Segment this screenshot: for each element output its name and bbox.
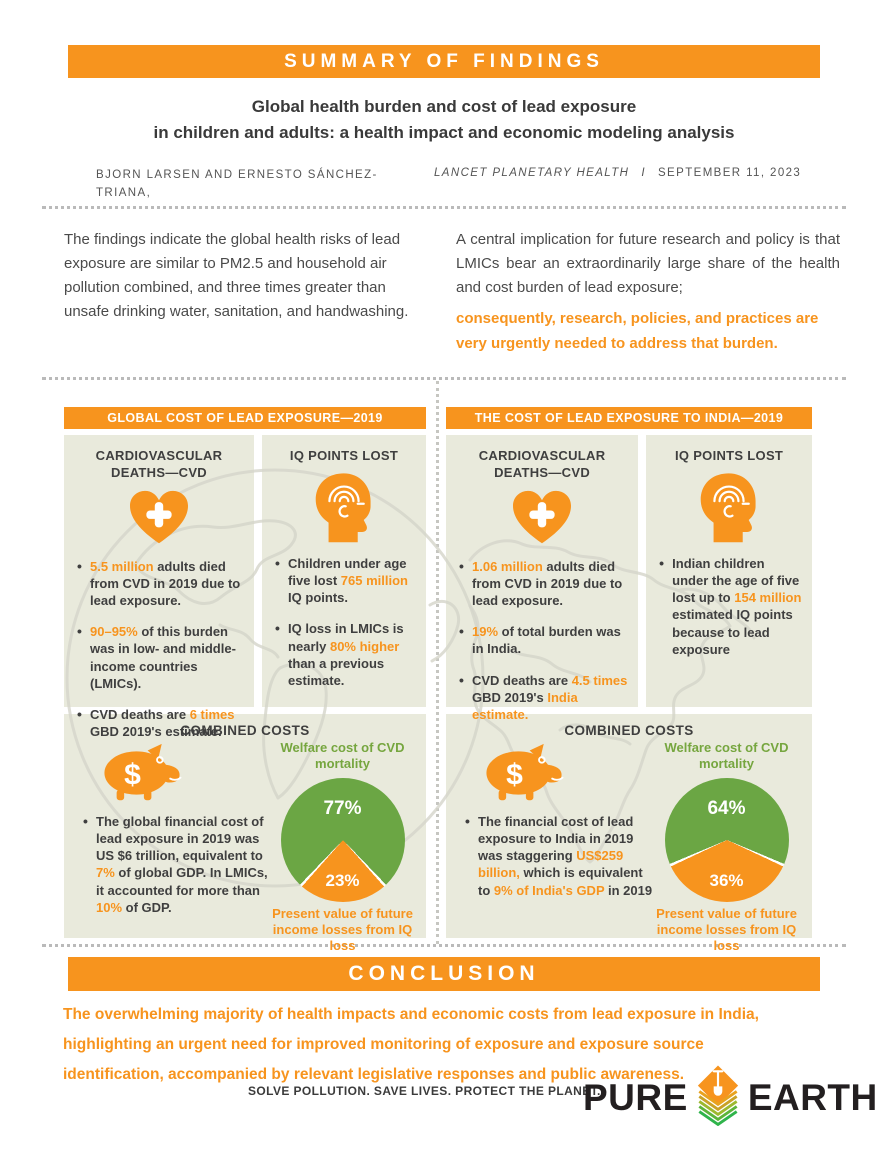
india-combined-costs-card — [446, 714, 812, 953]
cost-panels — [64, 407, 812, 953]
global-cvd-bullets — [74, 558, 244, 740]
svg-text:$: $ — [506, 758, 523, 792]
india-combined-bullets — [462, 813, 653, 899]
bullet: • 1.06 million adults died from CVD in 2019 due to lead exposure. — [472, 558, 628, 609]
bullet: • The financial cost of lead exposure to India in 2019 was staggering US$259 billion, which is equivalent to 9% of India's GDP in 2019 — [478, 813, 653, 899]
global-combined-costs-card — [64, 714, 426, 953]
india-iq-bullets — [656, 555, 802, 658]
intro-right-highlight-text: consequently, research, policies, and practices are very urgently needed to address that burden. — [456, 310, 819, 352]
global-combined-bullets — [80, 813, 271, 916]
pie-green-label: Welfare cost of CVD mortality — [664, 740, 789, 772]
global-iq-card — [262, 435, 426, 707]
intro-left-paragraph: The findings indicate the global health risks of lead exposure are similar to PM2.5 and household air pollution combined, and three times greater than unsafe drinking water, sanitation, and handwashing. — [64, 231, 409, 320]
logo-word-pure: PURE — [583, 1076, 688, 1118]
tagline: SOLVE POLLUTION. SAVE LIVES. PROTECT THE PLANET. — [248, 1084, 601, 1098]
pure-earth-logo-icon — [695, 1064, 741, 1131]
pie-green-value: 64% — [707, 797, 746, 819]
page-title — [0, 94, 888, 147]
journal-block — [434, 166, 801, 179]
conclusion-paragraph: The overwhelming majority of health impacts and economic costs from lead exposure in India, highlighting an urgent need for improved monitoring of exposure and exposure source identification, accompanied by relevant legislative responses and public awareness. — [63, 1006, 759, 1083]
piggy-bank-icon — [94, 742, 271, 809]
global-iq-card-title: IQ POINTS LOST — [289, 448, 399, 463]
combined-costs-title: COMBINED COSTS — [564, 723, 694, 738]
heart-plus-icon — [74, 489, 244, 547]
dotted-divider — [42, 377, 846, 380]
india-combined-pie-chart — [665, 778, 789, 902]
authors: BJORN LARSEN AND ERNESTO SÁNCHEZ-TRIANA, — [96, 169, 378, 200]
pure-earth-logo — [583, 1064, 878, 1131]
bullet: • IQ loss in LMICs is nearly 80% higher than a previous estimate. — [288, 620, 416, 689]
intro-right-paragraph — [456, 228, 840, 357]
pie-orange-value: 36% — [709, 870, 744, 890]
journal-separator: I — [641, 167, 646, 179]
india-panel-header: THE COST OF LEAD EXPOSURE TO INDIA—2019 — [446, 407, 812, 429]
bullet: • The global financial cost of lead exposure in 2019 was US $6 trillion, equivalent to 7% of global GDP. In LMICs, it accounted for more than 10% of GDP. — [96, 813, 271, 916]
pie-orange-value: 23% — [325, 870, 360, 890]
bullet: • CVD deaths are 4.5 times GBD 2019's India estimate. — [472, 672, 628, 723]
india-cvd-card — [446, 435, 638, 722]
pie-orange-label: Present value of future income losses from IQ loss — [656, 905, 797, 953]
combined-costs-title: COMBINED COSTS — [180, 723, 310, 738]
bullet: • 19% of total burden was in India. — [472, 623, 628, 657]
bullet: • 5.5 million adults died from CVD in 2019 due to lead exposure. — [90, 558, 244, 609]
global-cvd-card-title: CARDIOVASCULAR DEATHS—CVD — [95, 448, 223, 480]
india-iq-card — [646, 435, 812, 707]
pie-green-label: Welfare cost of CVD mortality — [280, 740, 405, 772]
intro-right-dark-text: A central implication for future research and policy is that LMICs bear an extraordinarily large share of the health and cost burden of lead exposure; — [456, 231, 840, 296]
publication-date: SEPTEMBER 11, 2023 — [657, 167, 802, 179]
bullet: • Children under age five lost 765 million IQ points. — [288, 555, 416, 606]
logo-word-earth: EARTH — [747, 1076, 878, 1118]
india-cvd-bullets — [456, 558, 628, 723]
intro-paragraphs — [64, 228, 840, 357]
pie-orange-label: Present value of future income losses from IQ loss — [272, 905, 413, 953]
bullet: • CVD deaths are 6 times GBD 2019's estimate. — [90, 706, 244, 740]
byline — [96, 166, 856, 203]
piggy-bank-icon — [476, 742, 653, 809]
bullet: • 90–95% of this burden was in low- and middle-income countries (LMICs). — [90, 623, 244, 692]
global-iq-bullets — [272, 555, 416, 689]
journal-name: LANCET PLANETARY HEALTH — [434, 167, 630, 179]
pie-green-value: 77% — [323, 797, 362, 819]
global-combined-pie-chart — [281, 778, 405, 902]
india-cvd-card-title: CARDIOVASCULAR DEATHS—CVD — [478, 448, 606, 480]
global-cost-panel — [64, 407, 426, 953]
summary-of-findings-banner: SUMMARY OF FINDINGS — [68, 45, 820, 78]
svg-text:$: $ — [124, 758, 141, 792]
heart-plus-icon — [456, 489, 628, 547]
india-iq-card-title: IQ POINTS LOST — [674, 448, 784, 463]
title-line-1: Global health burden and cost of lead exposure — [251, 97, 637, 116]
conclusion-banner: CONCLUSION — [68, 957, 820, 991]
bullet: • Indian children under the age of five lost up to 154 million estimated IQ points because to lead exposure — [672, 555, 802, 658]
india-cost-panel — [446, 407, 812, 953]
head-iq-icon — [656, 472, 802, 544]
head-iq-icon — [272, 472, 416, 544]
global-panel-header: GLOBAL COST OF LEAD EXPOSURE—2019 — [64, 407, 426, 429]
dotted-divider — [42, 206, 846, 209]
title-line-2: in children and adults: a health impact and economic modeling analysis — [153, 123, 735, 143]
